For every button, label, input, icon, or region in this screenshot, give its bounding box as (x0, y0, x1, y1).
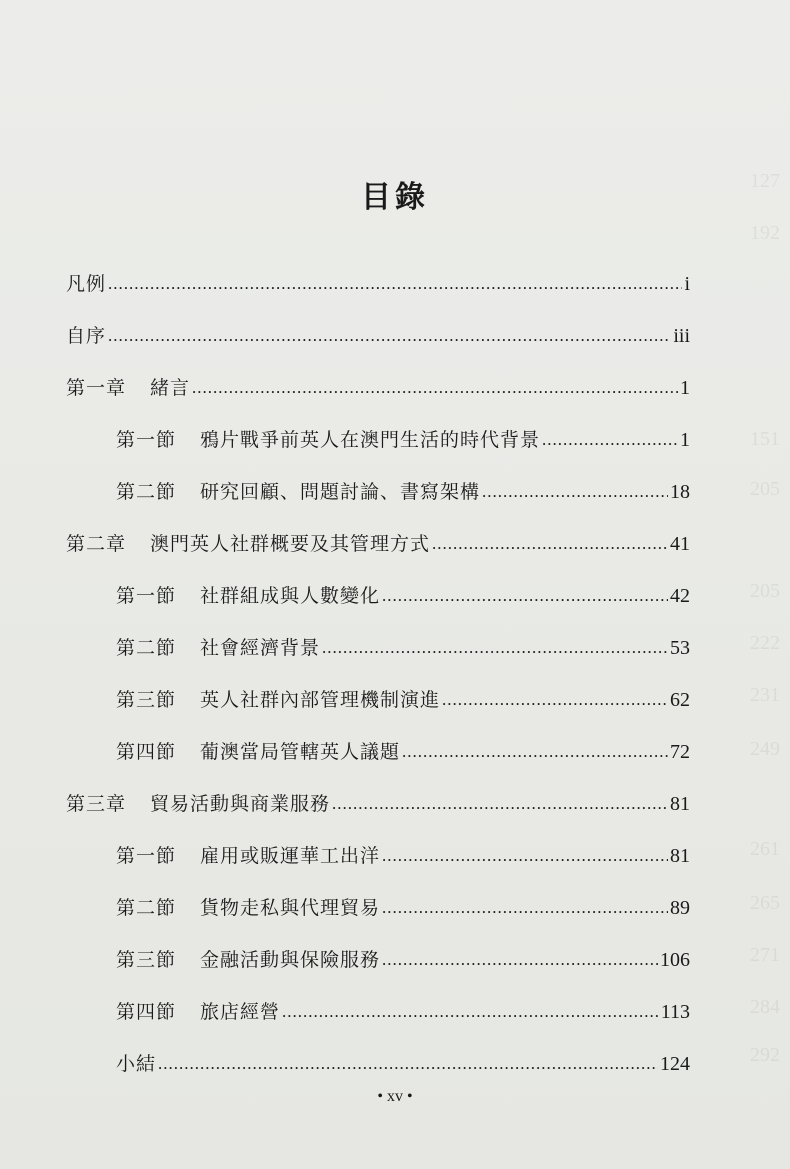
toc-section-title: 社群組成與人數變化 (200, 585, 381, 607)
toc-leader-dots (402, 740, 668, 764)
bleed-through-number: 205 (750, 478, 780, 500)
toc-page-number: 81 (670, 793, 690, 815)
toc-leader-dots (332, 792, 668, 816)
toc-entry-label (66, 792, 330, 816)
toc-entry-section[interactable] (116, 416, 690, 452)
toc-entry-summary[interactable] (116, 1040, 690, 1076)
toc-entry-front-matter[interactable] (66, 260, 690, 296)
toc-page-number: 62 (670, 689, 690, 711)
toc-entry-label (116, 584, 380, 608)
toc-entry-section[interactable] (116, 988, 690, 1024)
toc-entry-section[interactable] (116, 624, 690, 660)
toc-section-number: 第一節 (116, 845, 177, 867)
bleed-through-number: 192 (750, 222, 780, 244)
toc-section-title: 雇用或販運華工出洋 (200, 845, 381, 867)
toc-entry-label: 小結 (116, 1053, 157, 1075)
toc-chapter-title: 貿易活動與商業服務 (150, 793, 331, 815)
toc-page-number: 124 (660, 1053, 690, 1075)
page-title: 目錄 (361, 180, 429, 215)
toc-section-number: 第二節 (116, 481, 177, 503)
toc-leader-dots (108, 324, 671, 348)
toc-leader-dots (108, 272, 682, 296)
toc-entry-label (116, 688, 440, 712)
toc-entry-label (116, 1000, 280, 1024)
bleed-through-number: 292 (750, 1044, 780, 1066)
toc-entry-label (116, 480, 480, 504)
toc-section-title: 鴉片戰爭前英人在澳門生活的時代背景 (200, 429, 541, 451)
toc-page-number: 113 (660, 1001, 690, 1023)
bleed-through-number: 271 (750, 944, 780, 966)
toc-entry-label (116, 844, 380, 868)
toc-section-title: 貨物走私與代理貿易 (200, 897, 381, 919)
toc-entry-section[interactable] (116, 728, 690, 764)
toc-entry-section[interactable] (116, 884, 690, 920)
toc-section-number: 第三節 (116, 689, 177, 711)
toc-chapter-number: 第一章 (66, 377, 127, 399)
toc-leader-dots (382, 948, 658, 972)
toc-entry-chapter[interactable] (66, 520, 690, 556)
toc-page-number: i (684, 273, 690, 295)
toc-page-number: 89 (670, 897, 690, 919)
toc-leader-dots (282, 1000, 659, 1024)
toc-chapter-title: 緒言 (150, 377, 191, 399)
bleed-through-number: 249 (750, 738, 780, 760)
bleed-through-number: 222 (750, 632, 780, 654)
toc-chapter-title: 澳門英人社群概要及其管理方式 (150, 533, 431, 555)
toc-section-title: 社會經濟背景 (200, 637, 321, 659)
toc-section-number: 第一節 (116, 429, 177, 451)
toc-chapter-number: 第二章 (66, 533, 127, 555)
toc-entry-label (116, 428, 540, 452)
bleed-through-number: 231 (750, 684, 780, 706)
toc-leader-dots (382, 896, 668, 920)
toc-leader-dots (432, 532, 668, 556)
toc-page-number: iii (673, 325, 690, 347)
toc-entry-section[interactable] (116, 468, 690, 504)
toc-entry-label (66, 376, 190, 400)
bleed-through-number: 284 (750, 996, 780, 1018)
toc-page-number: 72 (670, 741, 690, 763)
toc-section-number: 第三節 (116, 949, 177, 971)
toc-section-title: 金融活動與保險服務 (200, 949, 381, 971)
toc-entry-label: 自序 (66, 325, 107, 347)
toc-leader-dots (382, 844, 668, 868)
toc-entry-label (116, 636, 320, 660)
toc-page-number: 18 (670, 481, 690, 503)
toc-leader-dots (192, 376, 678, 400)
toc-entry-label (116, 948, 380, 972)
bleed-through-number: 127 (750, 170, 780, 192)
toc-section-number: 第二節 (116, 637, 177, 659)
toc-page-number: 41 (670, 533, 690, 555)
toc-page-number: 53 (670, 637, 690, 659)
toc-entry-chapter[interactable] (66, 780, 690, 816)
bleed-through-number: 205 (750, 580, 780, 602)
bleed-through-number: 265 (750, 892, 780, 914)
toc-section-number: 第二節 (116, 897, 177, 919)
toc-page-number: 1 (680, 377, 690, 399)
toc-page-number: 1 (680, 429, 690, 451)
toc-section-number: 第一節 (116, 585, 177, 607)
toc-entry-section[interactable] (116, 832, 690, 868)
toc-page-number: 106 (660, 949, 690, 971)
toc-chapter-number: 第三章 (66, 793, 127, 815)
toc-entry-label (116, 896, 380, 920)
toc-entry-chapter[interactable] (66, 364, 690, 400)
toc-section-title: 旅店經營 (200, 1001, 281, 1023)
toc-section-title: 英人社群內部管理機制演進 (200, 689, 441, 711)
toc-page-number: 42 (670, 585, 690, 607)
toc-entry-section[interactable] (116, 572, 690, 608)
toc-leader-dots (158, 1052, 658, 1076)
toc-section-title: 葡澳當局管轄英人議題 (200, 741, 401, 763)
toc-leader-dots (442, 688, 668, 712)
toc-section-number: 第四節 (116, 741, 177, 763)
toc-entry-label (66, 532, 430, 556)
toc-entry-section[interactable] (116, 936, 690, 972)
toc-leader-dots (382, 584, 668, 608)
toc-leader-dots (322, 636, 668, 660)
toc-entry-label: 凡例 (66, 273, 107, 295)
bleed-through-number: 261 (750, 838, 780, 860)
toc-leader-dots (542, 428, 678, 452)
toc-section-number: 第四節 (116, 1001, 177, 1023)
toc-page-number: 81 (670, 845, 690, 867)
page-footer-number: • xv • (377, 1088, 413, 1105)
toc-section-title: 研究回顧、問題討論、書寫架構 (200, 481, 481, 503)
toc-leader-dots (482, 480, 668, 504)
bleed-through-number: 151 (750, 428, 780, 450)
toc-entry-front-matter[interactable] (66, 312, 690, 348)
toc-entry-section[interactable] (116, 676, 690, 712)
toc-entry-label (116, 740, 400, 764)
